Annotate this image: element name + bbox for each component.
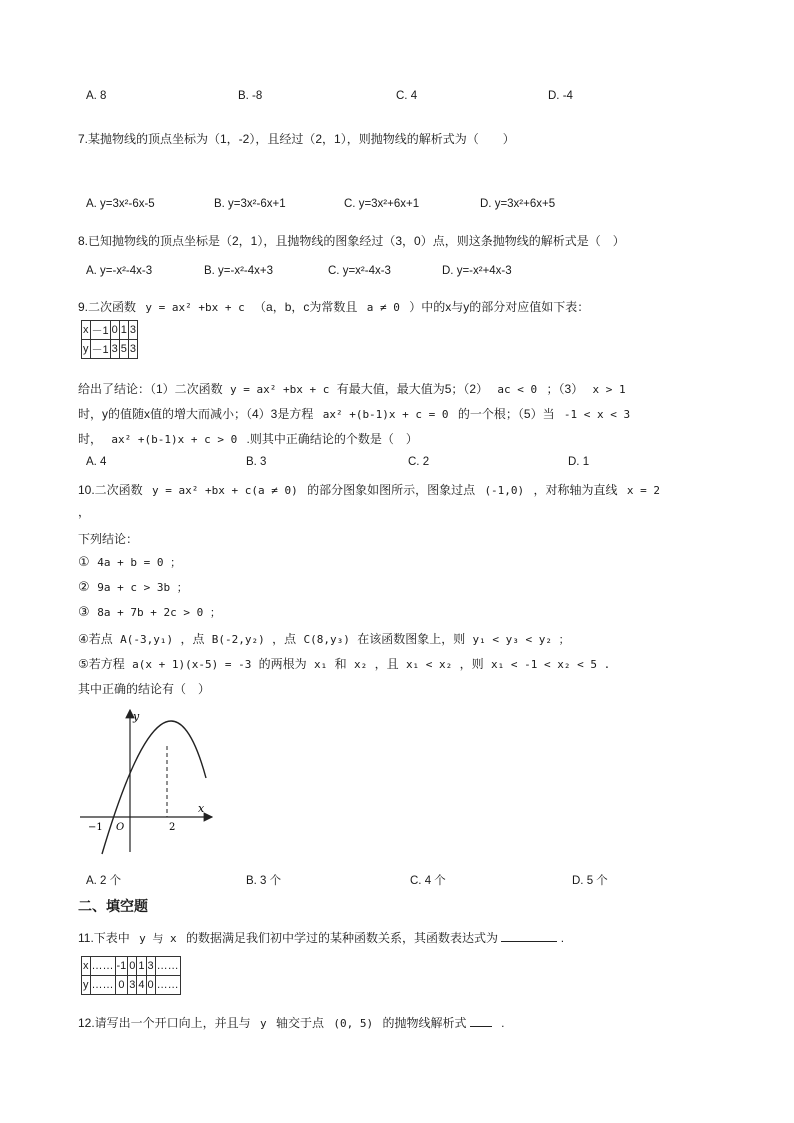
q8-option-b: B. y=-x²-4x+3 [204, 265, 274, 277]
table-cell: 0 [128, 957, 137, 976]
formula: y = ax² +bx + c(a ≠ 0) [152, 484, 298, 497]
origin-label: O [116, 822, 125, 833]
formula: ax² +(b-1)x + c = 0 [322, 408, 449, 421]
q9-conclusions-line1 [78, 380, 632, 397]
table-row [82, 340, 138, 359]
table-cell: 1 [119, 321, 128, 340]
q10-comma: ， [78, 505, 91, 519]
table-cell: 0 [115, 976, 128, 995]
table-row [82, 976, 181, 995]
answer-blank[interactable] [470, 1014, 492, 1027]
table-cell: 3 [128, 340, 137, 359]
q9-stem-a: 9.二次函数 [78, 300, 137, 314]
table-cell: 1 [137, 957, 146, 976]
tick-label-neg-one: −1 [88, 822, 103, 833]
text: 的数据满足我们初中学过的某种函数关系，其函数表达式为 [185, 931, 498, 945]
table-cell: 3 [110, 340, 119, 359]
text: 在该函数图象上，则 [357, 632, 466, 646]
q12-stem [78, 1014, 505, 1031]
formula: y₁ < y₃ < y₂ ； [472, 633, 570, 646]
text: 的部分图象如图所示，图象过点 [307, 483, 476, 497]
q9-option-c: C. 2 [408, 456, 430, 468]
text: ，且 [374, 657, 399, 671]
q10-conclusion-5 [78, 655, 614, 672]
formula: y 与 x [139, 932, 177, 945]
q9-stem-c: （a，b，c为常数且 [254, 300, 358, 314]
q10-intro: 下列结论： [78, 532, 139, 546]
table-cell: x [82, 321, 91, 340]
table-cell: 5 [119, 340, 128, 359]
text: ④若点 [78, 632, 113, 646]
text: ，点 [180, 632, 205, 646]
table-cell: -1 [115, 957, 128, 976]
answer-blank[interactable] [501, 929, 557, 942]
formula: x₁ < x₂ [405, 658, 453, 671]
marker: ③ [78, 604, 90, 619]
formula: y [260, 1017, 267, 1030]
q6-option-c: C. 4 [396, 90, 418, 102]
q11-value-table [81, 956, 181, 995]
tick-label-two: 2 [169, 822, 176, 833]
text: 的抛物线解析式 [382, 1016, 467, 1030]
formula: C(8,y₃) [303, 633, 350, 646]
table-cell: y [82, 340, 91, 359]
q10-option-d: D. 5 个 [572, 875, 608, 887]
q7-option-a: A. y=3x²-6x-5 [86, 198, 155, 210]
text: . [501, 1016, 505, 1030]
table-cell: …… [90, 976, 115, 995]
q10-conclusion-3 [78, 604, 221, 620]
table-cell: x [82, 957, 91, 976]
q7-option-b: B. y=3x²-6x+1 [214, 198, 286, 210]
text: 给出了结论：（1）二次函数 [78, 382, 223, 396]
formula: 8a + 7b + 2c > 0 ； [97, 606, 221, 619]
x-axis-label: x [198, 802, 205, 815]
q9-stem-cond: a ≠ 0 [366, 301, 400, 314]
table-cell: y [82, 976, 91, 995]
text: 和 [334, 657, 347, 671]
formula: x₁ [314, 658, 328, 671]
formula: A(-3,y₁) [120, 633, 174, 646]
formula: x₁ < -1 < x₂ < 5 . [491, 658, 611, 671]
text: 的两根为 [258, 657, 307, 671]
q10-stem [78, 481, 666, 498]
q9-option-b: B. 3 [246, 456, 267, 468]
text: 12.请写出一个开口向上，并且与 [78, 1016, 251, 1030]
table-cell: －1 [90, 321, 110, 340]
table-cell: …… [155, 957, 180, 976]
table-row [82, 321, 138, 340]
text: 10.二次函数 [78, 483, 143, 497]
formula: 9a + c > 3b ； [97, 581, 188, 594]
marker: ① [78, 554, 90, 569]
q6-option-d: D. -4 [548, 90, 573, 102]
parabola-curve [102, 721, 206, 854]
table-cell: 3 [146, 957, 155, 976]
formula: ax² +(b-1)x + c > 0 [111, 433, 238, 446]
table-row [82, 957, 181, 976]
formula: B(-2,y₂) [211, 633, 265, 646]
text: 有最大值，最大值为5；（2） [336, 382, 489, 396]
text: 的一个根；（5）当 [457, 407, 555, 421]
q11-stem [78, 929, 564, 946]
q9-conclusions-line2 [78, 405, 636, 422]
q9-value-table [81, 320, 138, 359]
text: 时， [78, 432, 103, 446]
q10-conclusion-1 [78, 554, 181, 570]
marker: ② [78, 579, 90, 594]
q9-conclusions-line3 [78, 430, 418, 447]
text: 轴交于点 [276, 1016, 325, 1030]
q8-option-c: C. y=x²-4x-3 [328, 265, 391, 277]
q8-stem: 8.已知抛物线的顶点坐标是（2，1），且抛物线的图象经过（3，0）点，则这条抛物线的解析式是（ ） [78, 234, 625, 248]
q9-stem [78, 298, 589, 315]
text: ；（3） [546, 382, 584, 396]
y-axis-label: y [133, 710, 140, 723]
section-title: 二、填空题 [78, 898, 148, 914]
q6-option-a: A. 8 [86, 90, 107, 102]
q9-stem-e: ）中的x与y的部分对应值如下表： [409, 300, 590, 314]
q10-conclusion-2 [78, 579, 188, 595]
text: ，则 [459, 657, 484, 671]
q9-option-d: D. 1 [568, 456, 590, 468]
q10-option-c: C. 4 个 [410, 875, 446, 887]
q7-option-d: D. y=3x²+6x+5 [480, 198, 556, 210]
text: . [560, 931, 565, 945]
q10-ask: 其中正确的结论有（ ） [78, 682, 211, 696]
q9-stem-formula: y = ax² +bx + c [145, 301, 245, 314]
text: 时，y的值随x值的增大而减小；（4）3是方程 [78, 407, 314, 421]
text: .则其中正确结论的个数是（ ） [246, 432, 418, 446]
formula: a(x + 1)(x-5) = -3 [132, 658, 252, 671]
q8-option-d: D. y=-x²+4x-3 [442, 265, 512, 277]
table-cell: 3 [128, 321, 137, 340]
table-cell: 0 [146, 976, 155, 995]
formula: x₂ [353, 658, 368, 671]
q6-option-b: B. -8 [238, 90, 263, 102]
table-cell: －1 [90, 340, 110, 359]
formula: (0, 5) [333, 1017, 374, 1030]
table-cell: …… [90, 957, 115, 976]
q9-option-a: A. 4 [86, 456, 107, 468]
formula: ac < 0 [497, 383, 538, 396]
table-cell: 0 [110, 321, 119, 340]
q7-option-c: C. y=3x²+6x+1 [344, 198, 420, 210]
text: ，点 [272, 632, 297, 646]
formula: y = ax² +bx + c [230, 383, 330, 396]
text: 11.下表中 [78, 931, 130, 945]
q7-stem: 7.某抛物线的顶点坐标为（1，-2），且经过（2，1），则抛物线的解析式为（ ） [78, 132, 515, 146]
formula: x = 2 [626, 484, 661, 497]
formula: -1 < x < 3 [563, 408, 631, 421]
q10-option-b: B. 3 个 [246, 875, 282, 887]
formula: 4a + b = 0 ； [97, 556, 182, 569]
table-cell: 4 [137, 976, 146, 995]
q10-conclusion-4 [78, 630, 574, 647]
q10-option-a: A. 2 个 [86, 875, 122, 887]
table-cell: …… [155, 976, 180, 995]
text: ，对称轴为直线 [533, 483, 618, 497]
formula: (-1,0) [484, 484, 525, 497]
table-cell: 3 [128, 976, 137, 995]
q8-option-a: A. y=-x²-4x-3 [86, 265, 153, 277]
text: ⑤若方程 [78, 657, 125, 671]
formula: x > 1 [592, 383, 626, 396]
q10-parabola-graph [74, 706, 224, 856]
